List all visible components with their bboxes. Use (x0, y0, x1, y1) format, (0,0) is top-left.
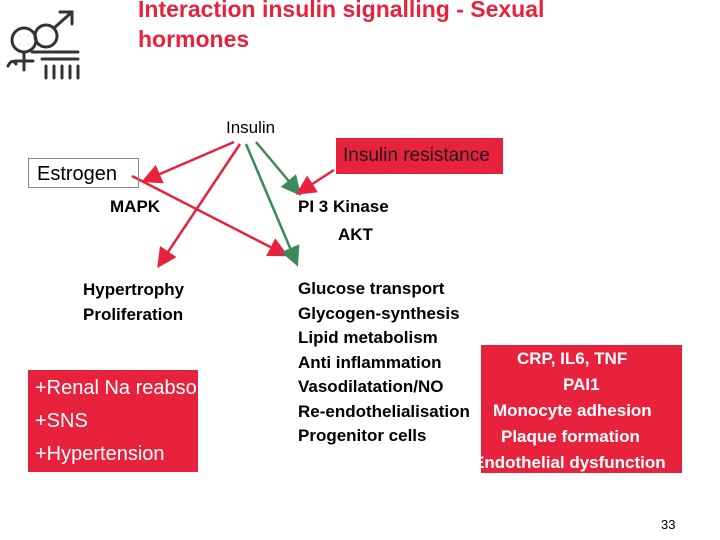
page-number: 33 (661, 517, 676, 532)
marker-item: Endothelial dysfunction (473, 453, 666, 472)
marker-item: Plaque formation (501, 427, 640, 446)
arrow-resistance-to-pi3k (300, 170, 334, 192)
marker-item: PAI1 (563, 375, 600, 394)
inflammation-markers-box (473, 345, 682, 473)
pi3k-label: PI 3 Kinase (298, 197, 389, 216)
pi3k-effect-item: Re-endothelialisation (298, 401, 470, 421)
pi3k-effect-item: Anti inflammation (298, 352, 442, 372)
akt-label: AKT (338, 225, 373, 244)
insulin-resistance-box (336, 138, 503, 174)
mapk-effect-item: Hypertrophy (83, 280, 185, 299)
insulin-label: Insulin (226, 118, 276, 137)
estrogen-label: Estrogen (37, 163, 118, 185)
renal-effect-item: +Hypertension (35, 443, 165, 465)
arrow-insulin-to-hypertrophy (160, 144, 240, 264)
renal-effects-box (28, 370, 247, 472)
insulin-resistance-label: Insulin resistance (343, 145, 490, 166)
pi3k-effect-item: Vasodilatation/NO (298, 377, 444, 396)
pi3k-effects-list (298, 277, 470, 449)
pi3k-effect-item: Glycogen-synthesis (298, 303, 460, 323)
renal-effect-item: +SNS (35, 410, 88, 432)
pi3k-effect-item: Glucose transport (298, 279, 445, 298)
estrogen-box (28, 158, 139, 188)
mapk-effects-list (83, 277, 184, 327)
title-line-1: Interaction insulin signalling - Sexual (138, 0, 545, 22)
renal-effect-item: +Renal Na reabsorption (35, 377, 247, 399)
mapk-label: MAPK (110, 197, 161, 216)
marker-item: Monocyte adhesion (493, 401, 652, 420)
marker-item: CRP, IL6, TNF (517, 349, 628, 368)
title-line-2: hormones (138, 26, 250, 52)
pi3k-effect-item: Progenitor cells (298, 426, 427, 445)
mapk-effect-item: Proliferation (83, 305, 184, 324)
pi3k-effect-item: Lipid metabolism (298, 328, 438, 347)
